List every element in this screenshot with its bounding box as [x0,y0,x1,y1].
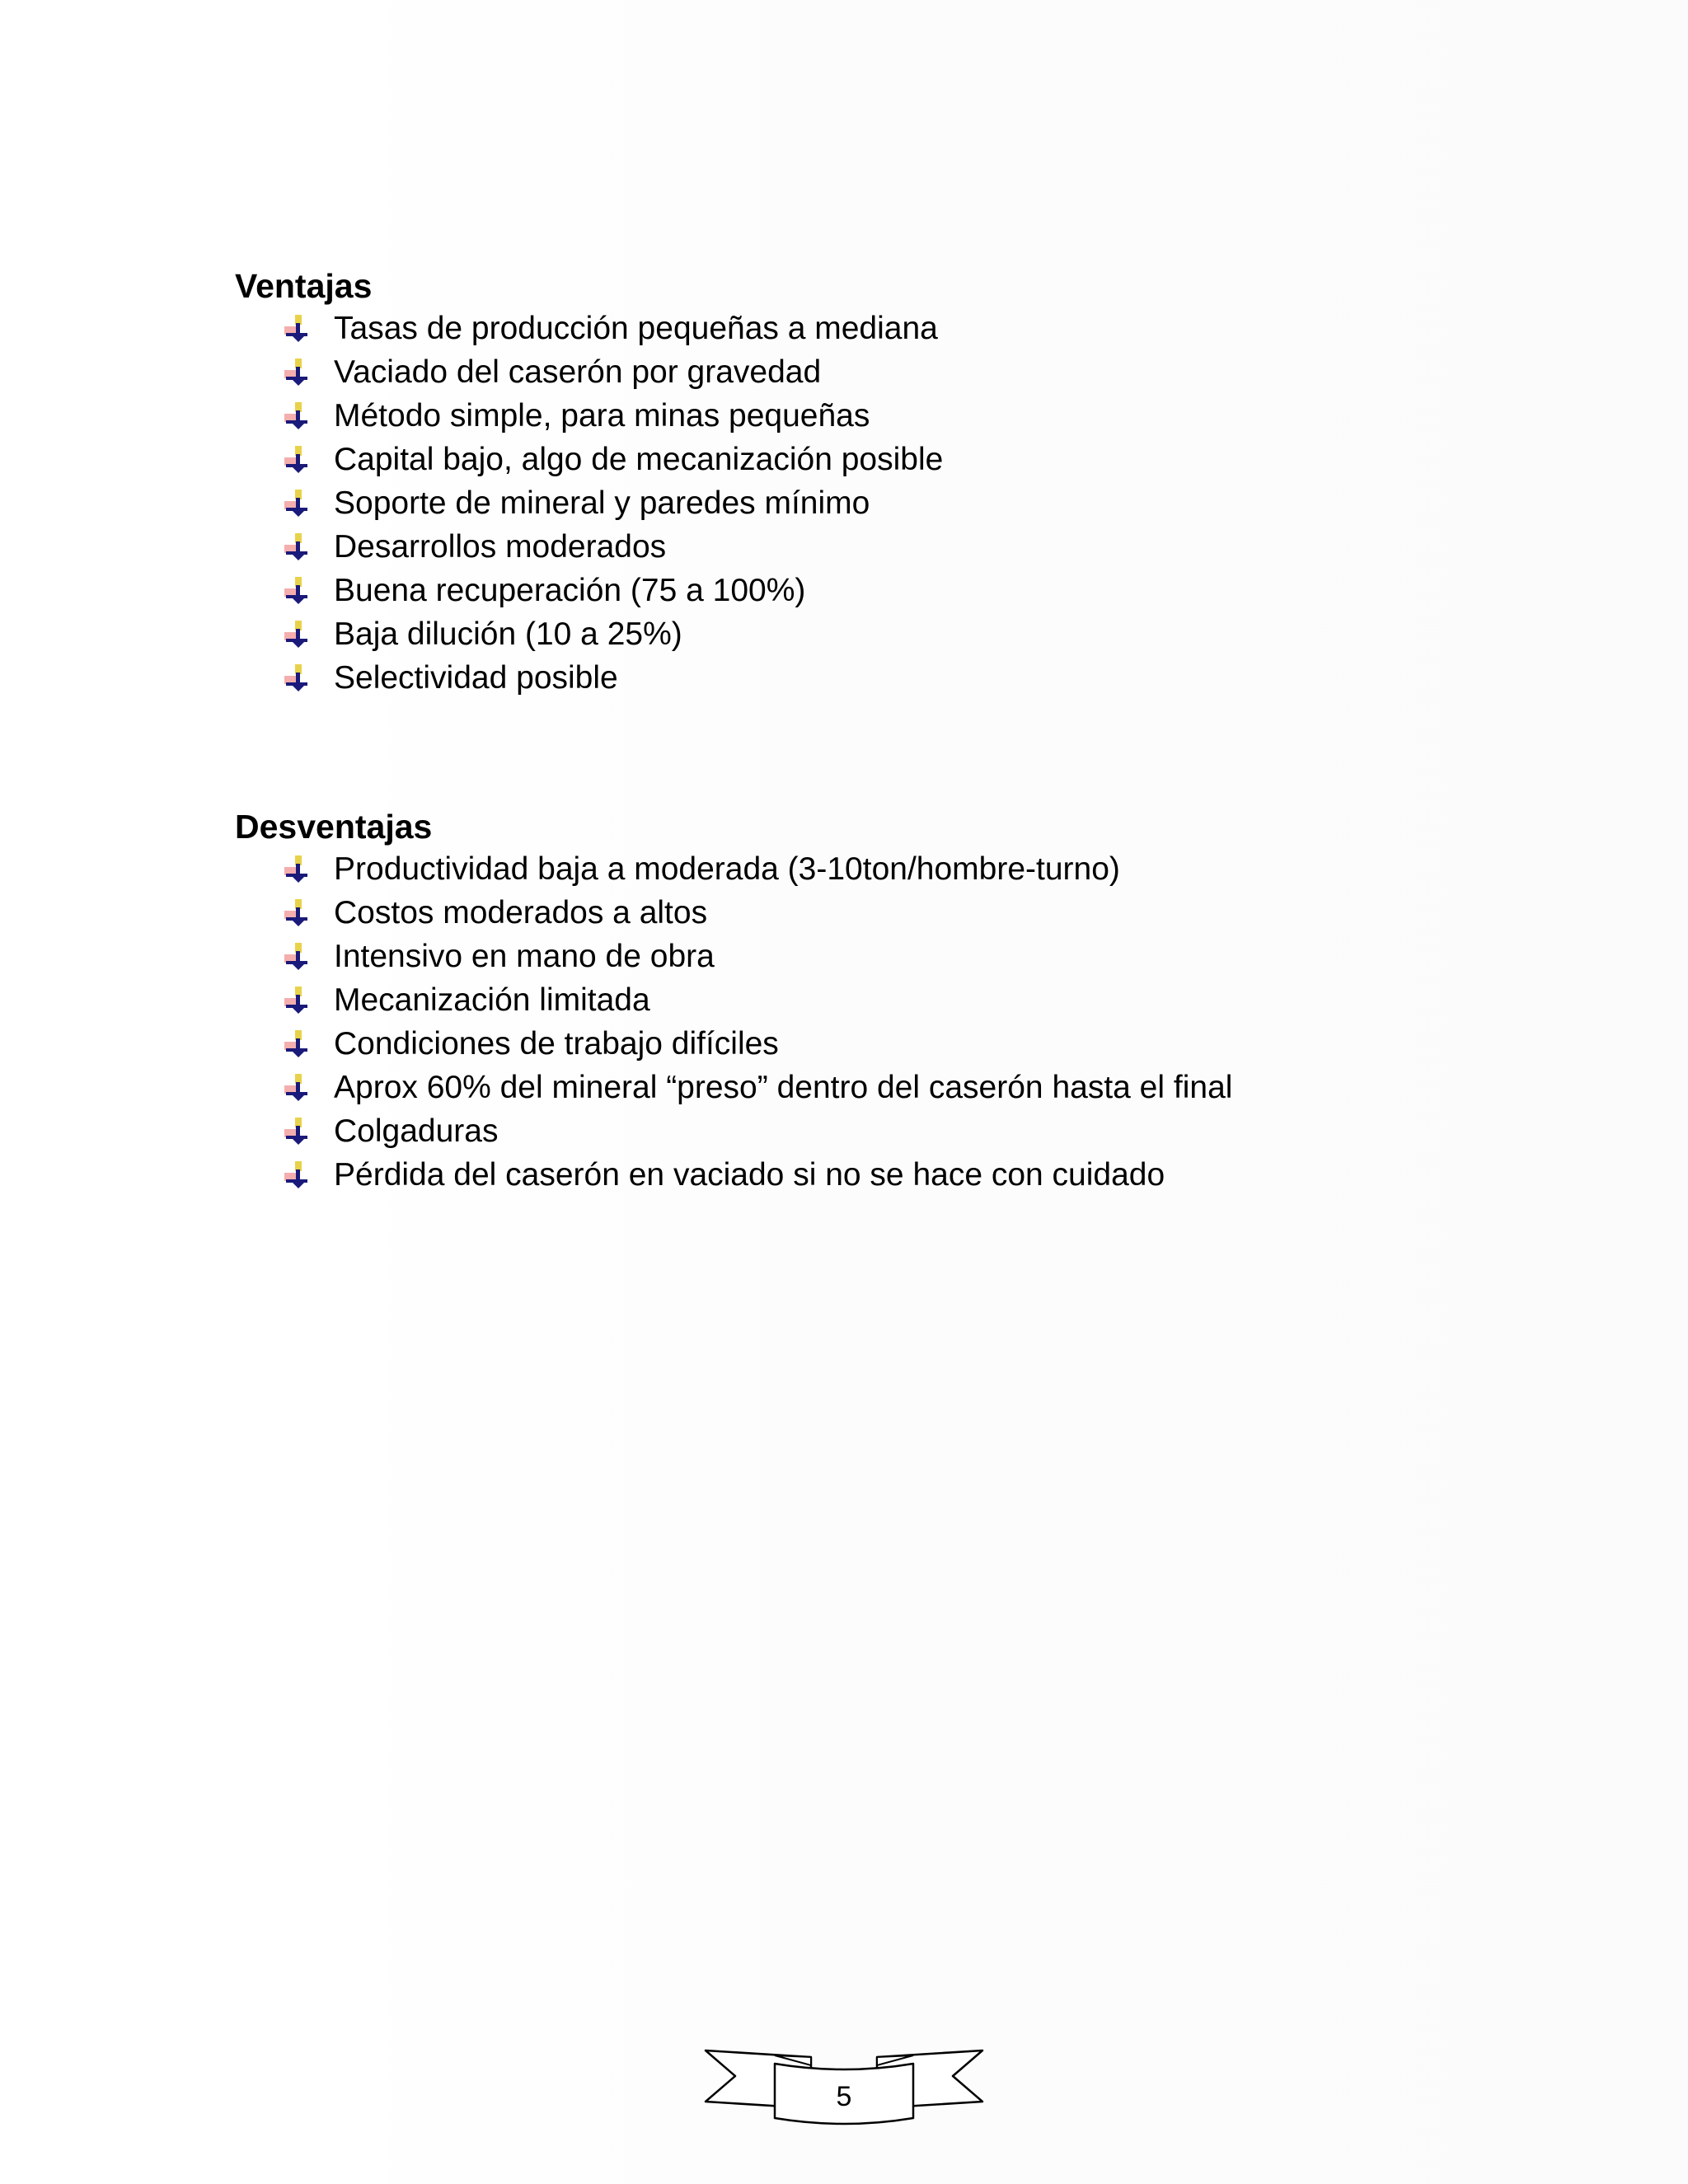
desventajas-section [235,806,1232,1197]
arrow-down-bullet-icon [284,1118,309,1146]
list-item [235,612,943,656]
list-item-text: Vaciado del caserón por gravedad [334,354,822,390]
list-item-text: Selectividad posible [334,660,618,696]
list-item [235,1153,1232,1197]
page-number: 5 [836,2081,852,2112]
list-item-text: Intensivo en mano de obra [334,939,715,974]
list-item-text: Condiciones de trabajo difíciles [334,1026,779,1062]
list-item-text: Buena recuperación (75 a 100%) [334,573,806,608]
arrow-down-bullet-icon [284,446,309,474]
list-item [235,891,1232,935]
arrow-down-bullet-icon [284,664,309,692]
arrow-down-bullet-icon [284,1161,309,1189]
list-item [235,394,943,438]
arrow-down-bullet-icon [284,577,309,605]
list-item [235,656,943,700]
list-item-text: Baja dilución (10 a 25%) [334,616,682,652]
arrow-down-bullet-icon [284,943,309,971]
list-item-text: Capital bajo, algo de mecanización posible [334,442,944,477]
arrow-down-bullet-icon [284,855,309,883]
list-item-text: Pérdida del caserón en vaciado si no se hace con cuidado [334,1157,1165,1193]
list-item [235,978,1232,1022]
ventajas-list [235,307,943,700]
ventajas-heading: Ventajas [235,267,373,305]
list-item [235,1066,1232,1109]
list-item [235,1022,1232,1066]
list-item [235,481,943,525]
list-item [235,525,943,569]
arrow-down-bullet-icon [284,987,309,1015]
list-item-text: Mecanización limitada [334,982,650,1018]
arrow-down-bullet-icon [284,899,309,927]
list-item [235,1109,1232,1153]
list-item-text: Costos moderados a altos [334,895,708,930]
arrow-down-bullet-icon [284,533,309,561]
list-item [235,935,1232,978]
list-item-text: Desarrollos moderados [334,529,667,565]
list-item-text: Soporte de mineral y paredes mínimo [334,485,870,521]
list-item-text: Colgaduras [334,1113,499,1149]
desventajas-list [235,847,1232,1197]
list-item [235,847,1232,891]
arrow-down-bullet-icon [284,490,309,518]
arrow-down-bullet-icon [284,402,309,430]
arrow-down-bullet-icon [284,315,309,343]
list-item-text: Aprox 60% del mineral “preso” dentro del caserón hasta el final [334,1070,1233,1105]
list-item [235,569,943,612]
arrow-down-bullet-icon [284,359,309,387]
list-item-text: Método simple, para minas pequeñas [334,398,870,434]
ventajas-section [235,265,943,700]
list-item [235,307,943,350]
arrow-down-bullet-icon [284,1030,309,1058]
list-item-text: Productividad baja a moderada (3-10ton/hombre-turno) [334,851,1120,887]
list-item [235,350,943,394]
list-item-text: Tasas de producción pequeñas a mediana [334,311,938,346]
arrow-down-bullet-icon [284,1074,309,1102]
arrow-down-bullet-icon [284,621,309,649]
list-item [235,438,943,481]
desventajas-heading: Desventajas [235,808,433,846]
